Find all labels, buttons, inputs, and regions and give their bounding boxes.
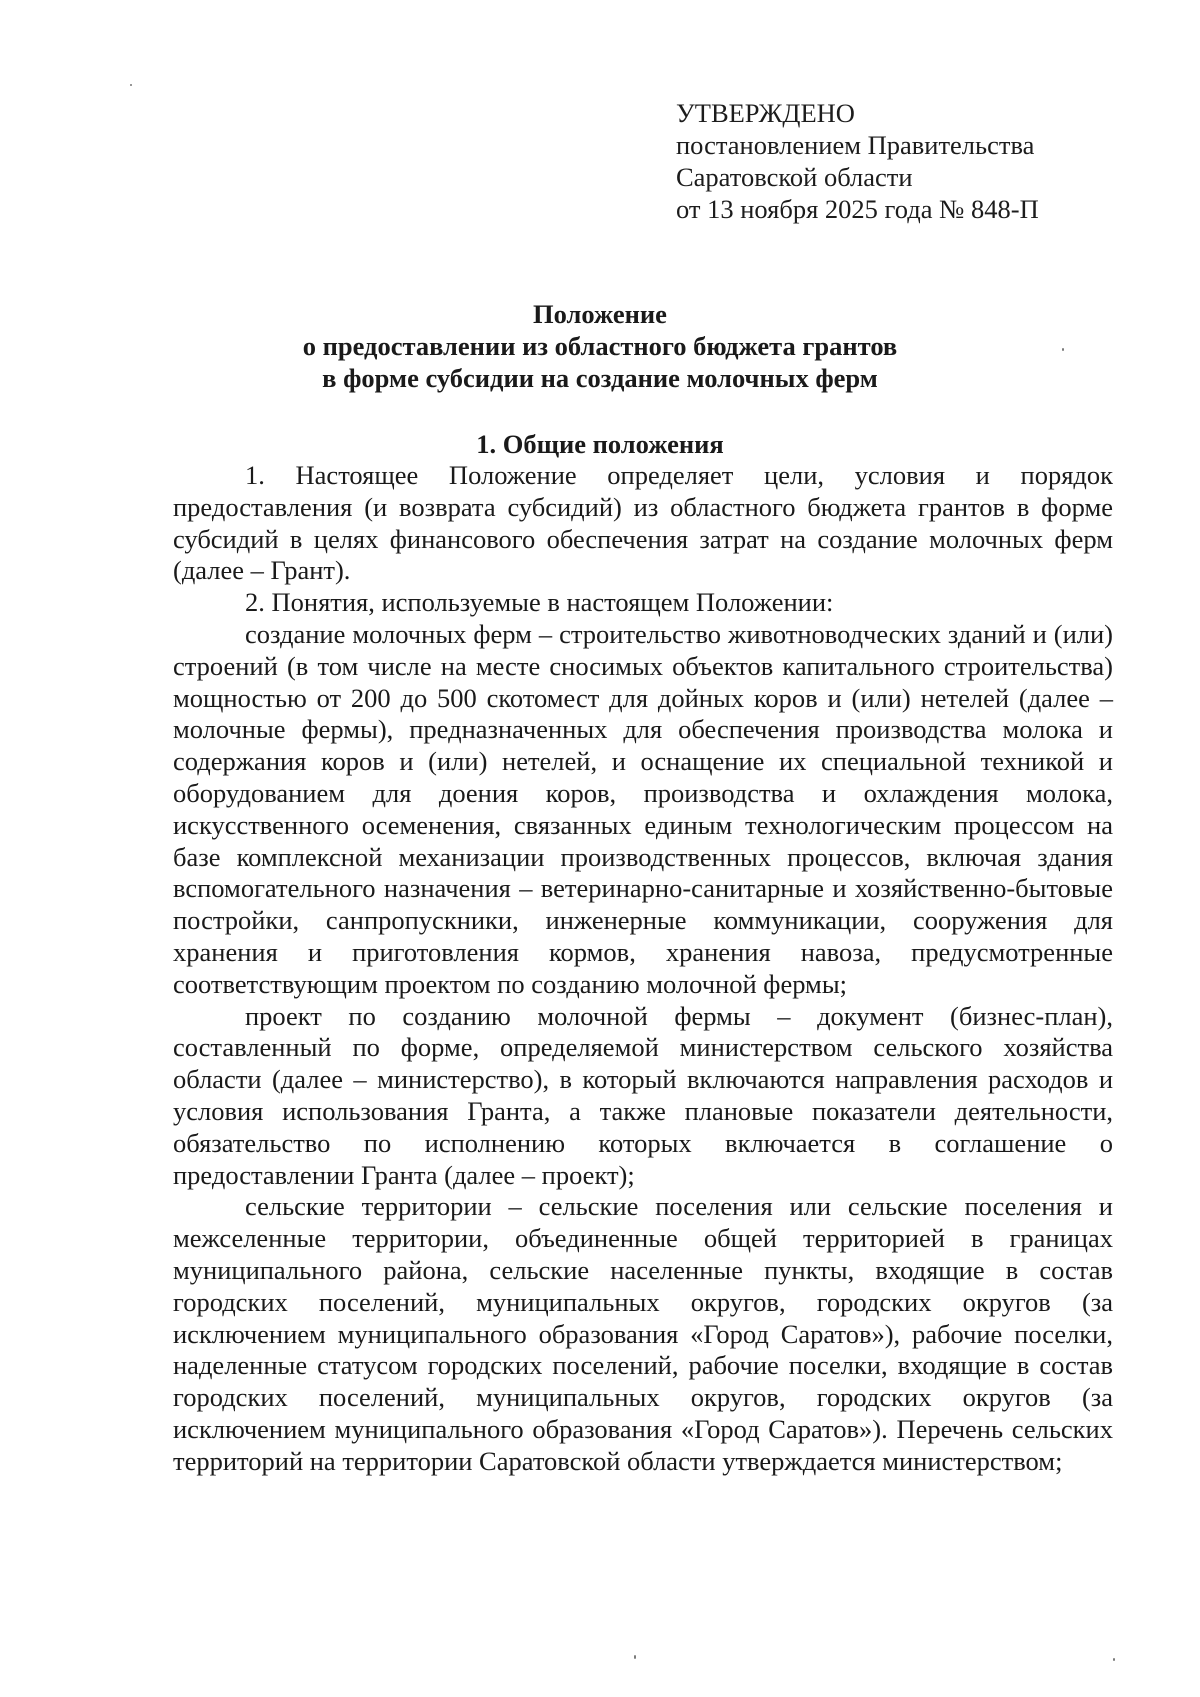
document-title: [0, 298, 1200, 394]
approval-line-date-number: от 13 ноября 2025 года № 848-П: [676, 194, 1039, 224]
approval-line-resolution: постановлением Правительства: [676, 130, 1035, 160]
scan-speck: [130, 84, 132, 86]
title-line-2: о предоставлении из областного бюджета грантов: [302, 331, 898, 361]
approval-stamp-block: [676, 97, 1039, 225]
scan-speck: [1113, 1658, 1115, 1661]
paragraph-2: 2. Понятия, используемые в настоящем Положении:: [245, 587, 834, 618]
approval-heading: УТВЕРЖДЕНО: [676, 98, 855, 128]
scan-speck: [634, 1655, 636, 1659]
title-line-1: Положение: [533, 299, 667, 329]
paragraph-definition-rural-territories: сельские территории – сельские поселения или сельские поселения и межселенные территории, объединенные общей территорией в границах муниципального района, сельские населенные пункты, входящие в состав городских поселений, муниципальных округов, городских округов (за исключением муниципального образования «Город Саратов»), рабочие поселки, наделенные статусом городских поселений, рабочие поселки, входящие в состав городских поселений, муниципальных округов, городских округов (за исключением муниципального образования «Город Саратов»). Перечень сельских территорий на территории Саратовской области утверждается министерством;: [173, 1191, 1113, 1476]
paragraph-definition-dairy-farms: создание молочных ферм – строительство животноводческих зданий и (или) строений (в том числе на месте сносимых объектов капитального строительства) мощностью от 200 до 500 скотомест для дойных коров и (или) нетелей (далее – молочные фермы), предназначенных для обеспечения производства молока и содержания коров и (или) нетелей, и оснащение их специальной техникой и оборудованием для доения коров, производства и охлаждения молока, искусственного осеменения, связанных единым технологическим процессом на базе комплексной механизации производственных процессов, включая здания вспомогательного назначения – ветеринарно-санитарные и хозяйственно-бытовые постройки, санпропускники, инженерные коммуникации, сооружения для хранения и приготовления кормов, хранения навоза, предусмотренные соответствующим проектом по созданию молочной фермы;: [173, 618, 1113, 999]
approval-line-region: Саратовской области: [676, 162, 913, 192]
section-body: [173, 460, 1113, 1478]
paragraph-1: 1. Настоящее Положение определяет цели, условия и порядок предоставления (и возврата субсидий) из областного бюджета грантов в форме субсидий в целях финансового обеспечения затрат на создание молочных ферм (далее – Грант).: [173, 460, 1113, 586]
section-heading: 1. Общие положения: [476, 429, 724, 459]
title-line-3: в форме субсидии на создание молочных ферм: [322, 363, 878, 393]
paragraph-definition-project: проект по созданию молочной фермы – документ (бизнес-план), составленный по форме, определяемой министерством сельского хозяйства области (далее – министерство), в который включаются направления расходов и условия использования Гранта, а также плановые показатели деятельности, обязательство по исполнению которых включается в соглашение о предоставлении Гранта (далее – проект);: [173, 1000, 1113, 1190]
scan-speck: [1062, 348, 1064, 351]
